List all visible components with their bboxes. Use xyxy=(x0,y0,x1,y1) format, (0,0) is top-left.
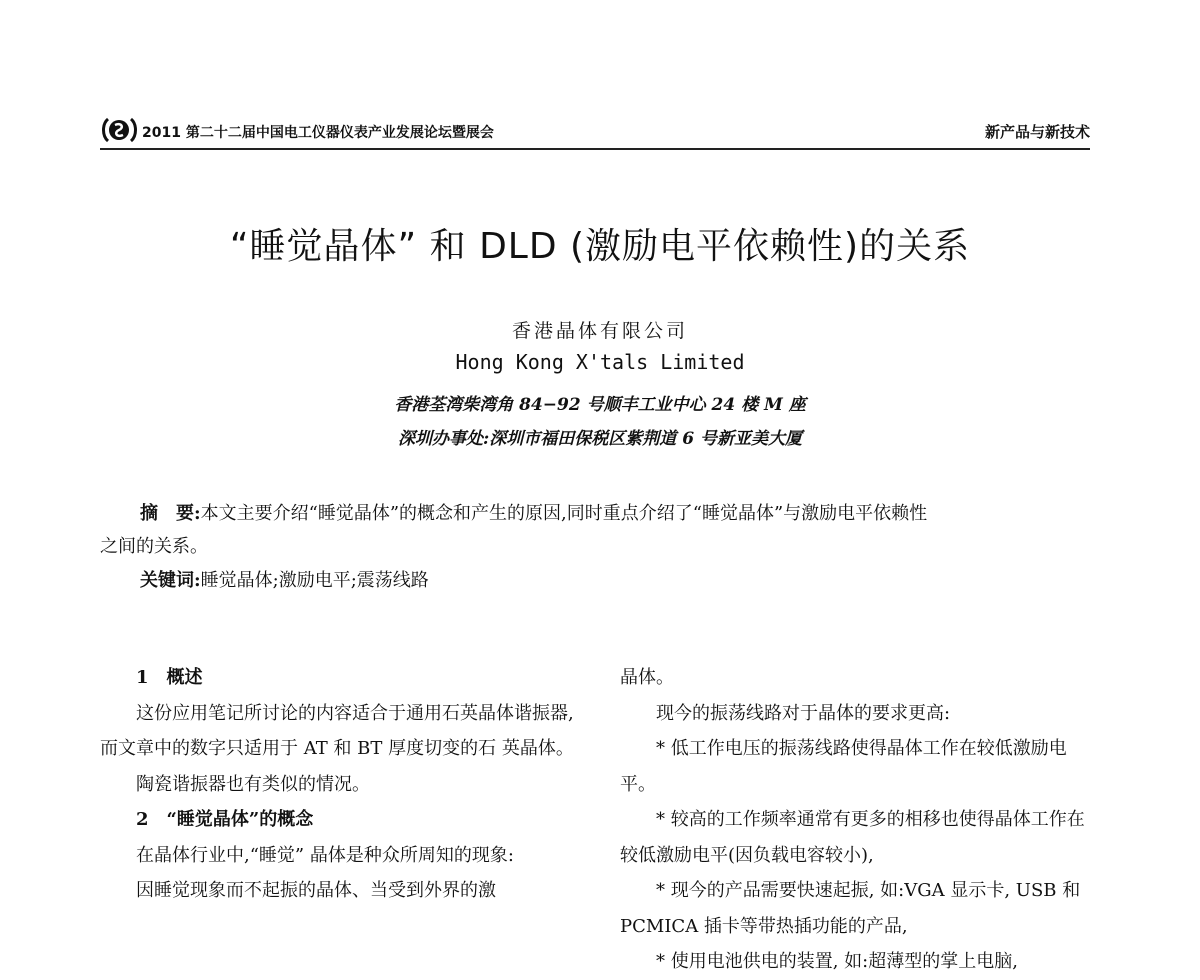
abstract xyxy=(100,497,1090,563)
author-address-hk: 香港荃湾柴湾角 84−92 号顺丰工业中心 24 楼 M 座 xyxy=(394,395,806,415)
paper-title: “睡觉晶体” 和 DLD (激励电平依赖性)的关系 xyxy=(229,226,971,267)
keywords-label: 关键词: xyxy=(140,570,201,591)
abstract-text-line2: 之间的关系。 xyxy=(100,536,208,557)
abstract-label: 摘 要: xyxy=(140,503,201,524)
section-heading: 2 “睡觉晶体”的概念 xyxy=(136,809,314,830)
body-paragraph: 在晶体行业中,“睡觉” 晶体是种众所周知的现象: xyxy=(136,844,514,866)
section-heading: 1 概述 xyxy=(136,667,203,688)
body-paragraph: 陶瓷谐振器也有类似的情况。 xyxy=(136,773,370,795)
author-org-en: Hong Kong X'tals Limited xyxy=(455,350,745,374)
keywords-text: 睡觉晶体;激励电平;震荡线路 xyxy=(200,570,429,591)
body-paragraph-continued: 晶体。 xyxy=(620,667,674,688)
conference-name: 2011 第二十二届中国电工仪器仪表产业发展论坛暨展会 xyxy=(142,125,494,141)
bullet-paragraph: * 现今的产品需要快速起振, 如:VGA 显示卡, USB 和 PCMICA 插卡等带热插功能的产品, xyxy=(620,880,1081,937)
abstract-text-line1: 本文主要介绍“睡觉晶体”的概念和产生的原因,同时重点介绍了“睡觉晶体”与激励电平依赖性 xyxy=(200,503,928,524)
bullet-paragraph: * 使用电池供电的装置, 如:超薄型的掌上电脑, xyxy=(656,951,1018,972)
body-paragraph: 因睡觉现象而不起振的晶体、当受到外界的激 xyxy=(136,880,496,901)
running-header xyxy=(100,116,1090,150)
author-org-cn: 香港晶体有限公司 xyxy=(511,320,688,342)
author-address-sz: 深圳办事处:深圳市福田保税区紫荆道 6 号新亚美大厦 xyxy=(398,429,802,449)
right-column xyxy=(620,660,1090,980)
bullet-paragraph: * 低工作电压的振荡线路使得晶体工作在较低激励电平。 xyxy=(620,738,1067,795)
keywords xyxy=(140,566,429,592)
bullet-paragraph: * 较高的工作频率通常有更多的相移也使得晶体工作在较低激励电平(因负载电容较小), xyxy=(620,809,1085,866)
body-paragraph: 现今的振荡线路对于晶体的要求更高: xyxy=(656,702,951,724)
body-paragraph: 这份应用笔记所讨论的内容适合于通用石英晶体谐振器,而文章中的数字只适用于 AT 和 BT 厚度切变的石 英晶体。 xyxy=(100,702,574,759)
left-column xyxy=(100,660,578,909)
section-name: 新产品与新技术 xyxy=(984,123,1090,141)
